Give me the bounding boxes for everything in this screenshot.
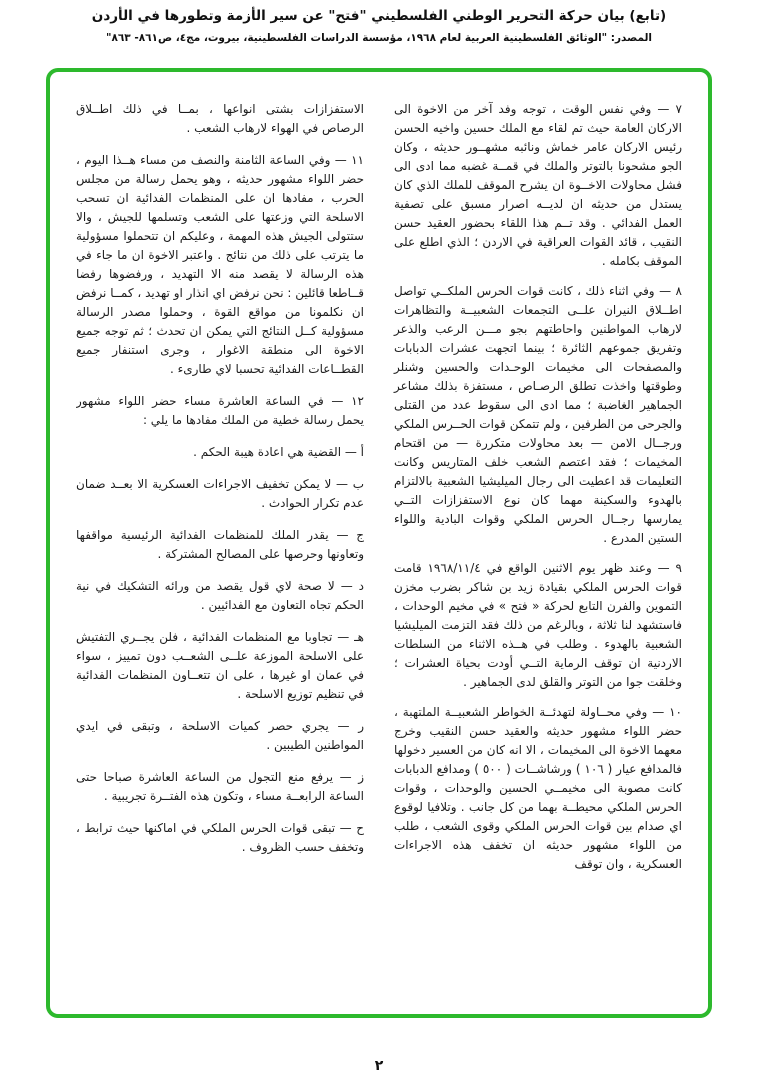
- paragraph-7: ٧ — وفي نفس الوقت ، توجه وفد آخر من الاخوة الى الاركان العامة حيث تم لقاء مع الملك حسين واخيه الحسن رئيس الاركان عامر خماش ونائبه مشهــور حديثه ، وكان الجو مشحونا بالتوتر والملك في قمــة غضبه مما ادى الى فشل محاولات الاخــوة ان يشرح الموقف للملك الذي كان يستدل من حديثه ان لديــه اصرار مسبق على تصفية العمل الفدائي . وقد تــم هذا اللقاء بحضور العقيد حسن النقيب ، قائد القوات العراقية في الاردن ؛ الذي اطلع على الموقف بكامله .: [394, 102, 682, 268]
- paragraph-10-continuation: الاستفزازات بشتى انواعها ، بمــا في ذلك اطــلاق الرصاص في الهواء لارهاب الشعب .: [76, 102, 364, 135]
- paragraph-11: ١١ — وفي الساعة الثامنة والنصف من مساء هــذا اليوم ، حضر اللواء مشهور حديثه ، وهو يحمل رسالة من مجلس الحرب ، مفادها ان على المنظمات الفدائية ان تسحب الاسلحة التي وزعتها على الشعب وتسلمها للجيش ، والا ستتولى الجيش هذه المهمة ، وعليكم ان تتحملوا مسؤولية ما يترتب على ذلك من نتائج . واعتبر الاخوة ان ما جاء في هذه الرسالة لا يقصد منه الا التهديد ، ورفضوها رفضا قــاطعا قائلين : نحن نرفض اي انذار او تهديد ، كمــا نرفض ان نكلمونا من مواقع القوة ، وحملوا مصدر الرسالة مسؤولية كــل النتائج التي يمكن ان تحدث ؛ ثم توجه جميع الاخوة الى منطقة الاغوار ، وجرى استنفار جميع القطــاعات الفدائية تحسبا لاي طارىء .: [76, 153, 364, 376]
- list-item-alef: أ — القضية هي اعادة هيبة الحكم .: [193, 445, 364, 459]
- list-item-dal: د — لا صحة لاي قول يقصد من ورائه التشكيك في نية الحكم تجاه التعاون مع الفدائيين .: [76, 579, 364, 612]
- paragraph-12: ١٢ — في الساعة العاشرة مساء حضر اللواء مشهور يحمل رسالة خطية من الملك مفادها ما يلي :: [76, 394, 364, 427]
- paragraph-9: ٩ — وعند ظهر يوم الاثنين الواقع في ١٩٦٨/١١/٤ قامت قوات الحرس الملكي بقيادة زيد بن شاكر بضرب مخزن التموين والفرن التابع لحركة « فتح » في مخيم الوحدات ، فاستشهد لنا ثلاثة ، وبالرغم من ذلك فقد التزمت الميليشيا الشعبية بالهدوء . وطلب في هــذه الاثناء من السلطات الاردنية ان توقف الرماية التــي أودت بحياة العشرات ؛ وخلقت جوا من التوتر والقلق لدى الجماهير .: [394, 561, 682, 689]
- paragraph-8: ٨ — وفي اثناء ذلك ، كانت قوات الحرس الملكــي تواصل اطــلاق النيران علــى التجمعات الشعبيــة والتظاهرات لارهاب المواطنين واحاطتهم بجو مـــن الرعب والذعر وتفريق جموعهم الثائرة ؛ بينما اتجهت عشرات الدبابات والمصفحات الى مخيمات الوحـدات والحسين وشنلر وطوقتها واخذت تطلق الرصـاص ، مستفزة بذلك مشاعر الجماهير الغاضبة ؛ مما ادى الى سقوط عدد من القتلى والجرحى من الطرفين ، ولم تتمكن قوات الحــرس الملكي ورجــال الامن — بعد محاولات متكررة — من اقتحام المخيمات ؛ فقد اعتصم الشعب خلف المتاريس وكانت التعليمات قد اعطيت الى رجال الميليشيا الشعبية بالالتزام بالهدوء والسكينة مهما كان نوع الاستفزازات التــي يمارسها رجــال الحرس الملكي وقوات البادية واللواء الستين المدرع .: [394, 284, 682, 545]
- list-item-hha: ح — تبقى قوات الحرس الملكي في اماكنها حيث ترابط ، وتخفف حسب الظروف .: [76, 821, 364, 854]
- document-title: (تابع) بيان حركة التحرير الوطني الفلسطيني "فتح" عن سير الأزمة وتطورها في الأردن: [91, 8, 667, 24]
- two-column-body: [76, 100, 682, 996]
- column-right: [394, 100, 682, 996]
- list-item-ha: هـ — تجاوبا مع المنظمات الفدائية ، فلن يجــري التفتيش على الاسلحة الموزعة علــى الشعــب دون تمييز ، سواء في عمان او غيرها ، على ان تتعــاون المنظمات الفدائية في تنظيم توزيع الاسلحة .: [76, 630, 364, 701]
- list-item-zay: ز — يرفع منع التجول من الساعة العاشرة صباحا حتى الساعة الرابعــة مساء ، وتكون هذه الفتــرة تجريبية .: [76, 770, 364, 803]
- column-left: [76, 100, 364, 996]
- document-source-citation: المصدر: "الوثائق الفلسطينية العربية لعام ١٩٦٨، مؤسسة الدراسات الفلسطينية، بيروت، مج٤، ص٨٦١- ٨٦٣": [105, 32, 653, 44]
- page-number: ٢: [374, 1058, 384, 1074]
- green-content-frame: [46, 68, 712, 1018]
- list-item-ba: ب — لا يمكن تخفيف الاجراءات العسكرية الا بعــد ضمان عدم تكرار الحوادث .: [76, 477, 364, 510]
- paragraph-10: ١٠ — وفي محــاولة لتهدئــة الخواطر الشعبيــة الملتهبة ، حضر اللواء مشهور حديثه والعقيد حسن النقيب وخرج معهما الاخوة الى المخيمات ، الا انه كان من العسير دخولها فالمدافع عيار ( ١٠٦ ) ورشاشــات ( ٥٠٠ ) ومدافع الدبابات كانت مصوبة الى مخيمــي الحسين والوحدات ، وقوات الحرس الملكي محيطــة بهما من كل جانب . وتلافيا لوقوع اي صدام بين قوات الحرس الملكي وقوى الشعب ، طلب من اللواء مشهور حديثه ان تخفف هذه الاجراءات العسكرية ، وان توقف: [394, 705, 682, 871]
- list-item-ra: ر — يجري حصر كميات الاسلحة ، وتبقى في ايدي المواطنين الطيبين .: [76, 719, 364, 752]
- list-item-jeem: ج — يقدر الملك للمنظمات الفدائية الرئيسية مواقفها وتعاونها وحرصها على المصالح المشتركة .: [76, 528, 364, 561]
- document-header: [0, 0, 758, 44]
